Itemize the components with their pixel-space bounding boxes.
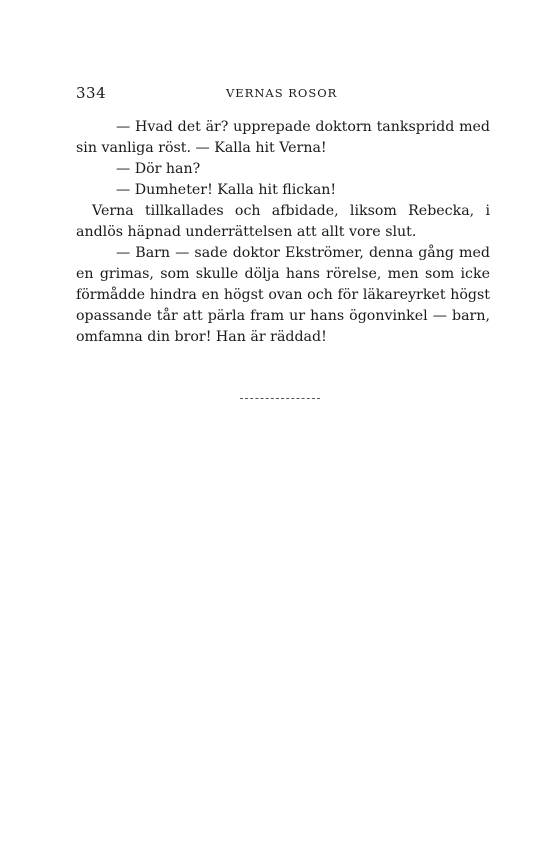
text-line: Verna tillkallades och afbidade, liksom Rebecka, i [92,203,490,219]
text-line: en grimas, som skulle dölja hans rörelse, men som icke [76,266,490,282]
text-line: — Dör han? [116,161,201,177]
page-header [76,84,490,106]
text-line: förmådde hindra en högst ovan och för läkareyrket högst [76,287,490,303]
text-line: sin vanliga röst. — Kalla hit Verna! [76,140,327,156]
text-line: — Dumheter! Kalla hit flickan! [116,182,337,198]
body-text [76,117,490,348]
text-line: — Barn — sade doktor Ekströmer, denna gång med [116,245,490,261]
text-line: omfamna din bror! Han är räddad! [76,329,327,345]
page-number: 334 [76,84,107,102]
section-end-rule [240,398,320,401]
text-line: opassande tår att pärla fram ur hans ögonvinkel — barn, [76,308,490,324]
text-line: — Hvad det är? upprepade doktorn tankspridd med [116,119,490,135]
running-head: VERNAS ROSOR [226,86,338,100]
text-line: andlös häpnad underrättelsen att allt vore slut. [76,224,417,240]
